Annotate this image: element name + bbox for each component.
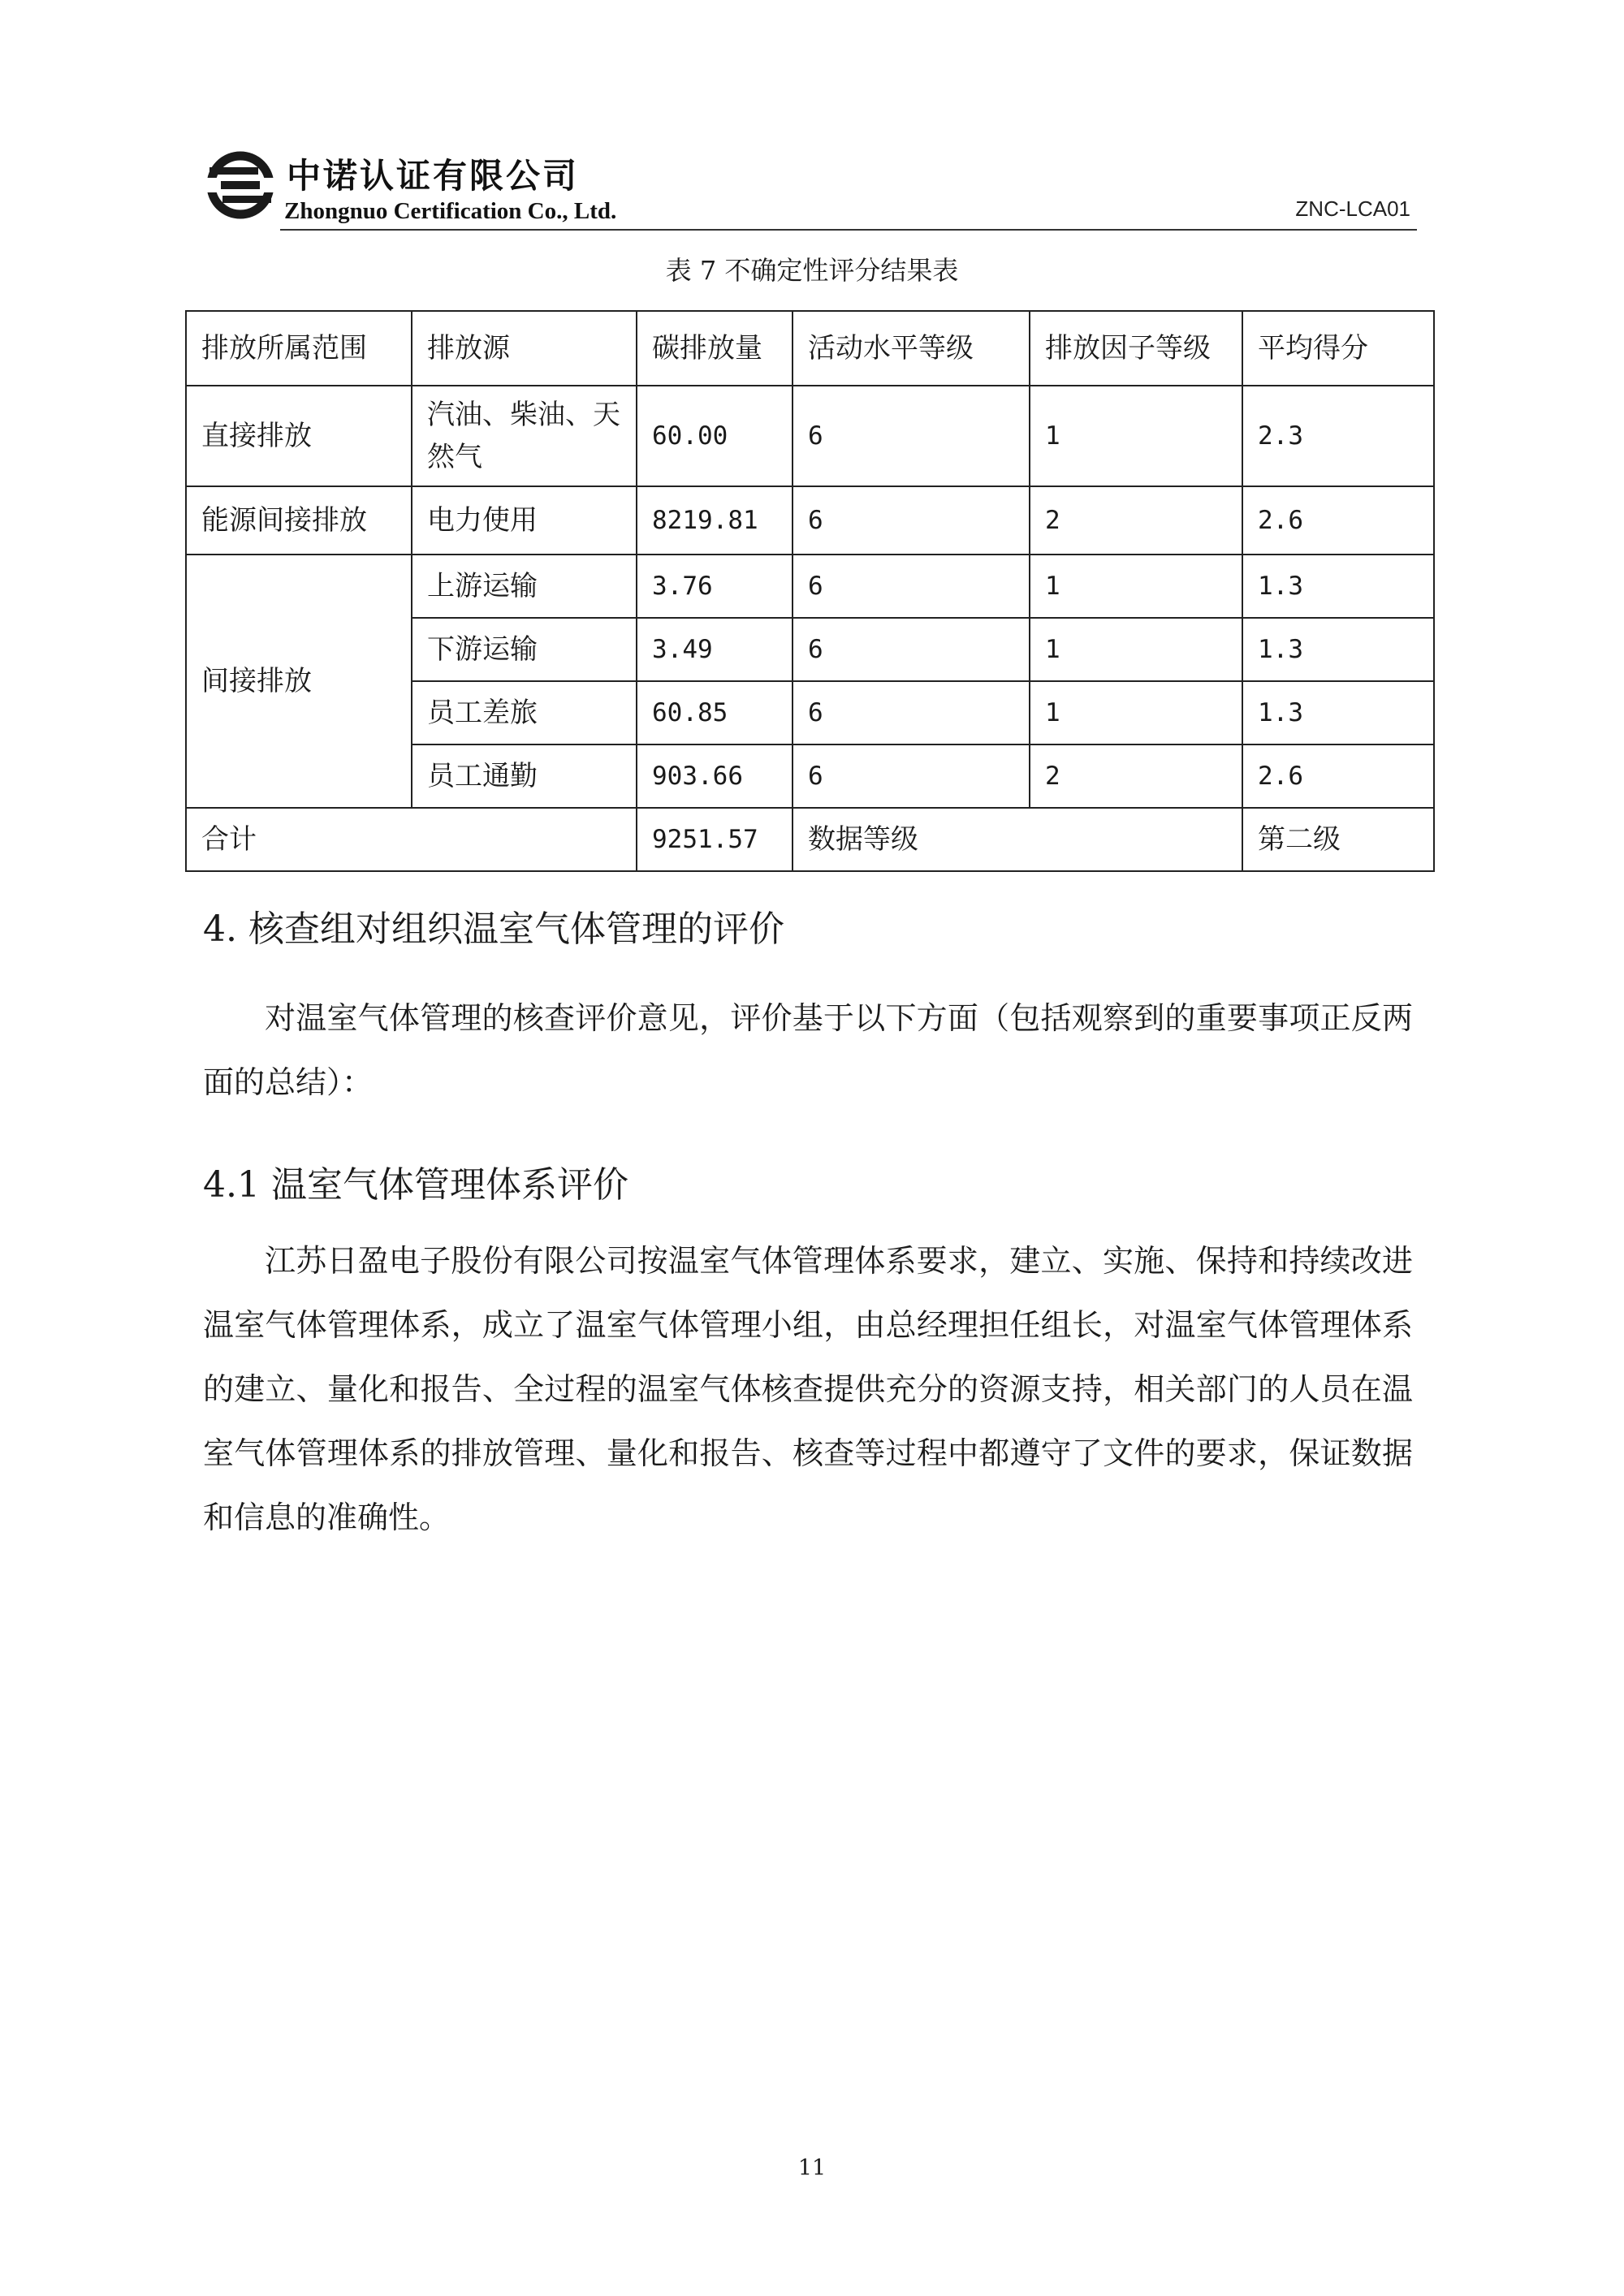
total-emission: 9251.57 — [637, 808, 793, 871]
cell-factor: 1 — [1030, 681, 1242, 744]
table-row — [186, 486, 1434, 555]
data-grade-label: 数据等级 — [793, 808, 1242, 871]
company-name-en: Zhongnuo Certification Co., Ltd. — [284, 198, 617, 224]
section-4-heading: 4. 核查组对组织温室气体管理的评价 — [203, 908, 784, 950]
col-header-activity-level: 活动水平等级 — [793, 311, 1030, 386]
cell-average: 2.6 — [1242, 486, 1434, 555]
cell-factor: 2 — [1030, 744, 1242, 808]
table-total-row — [186, 808, 1434, 871]
col-header-source: 排放源 — [412, 311, 637, 386]
cell-activity: 6 — [793, 681, 1030, 744]
header-divider — [280, 229, 1417, 231]
document-code: ZNC-LCA01 — [1295, 196, 1410, 221]
cell-source: 下游运输 — [412, 618, 637, 681]
cell-activity: 6 — [793, 618, 1030, 681]
cell-average: 1.3 — [1242, 555, 1434, 618]
page-header — [203, 146, 1417, 235]
cell-average: 2.6 — [1242, 744, 1434, 808]
table-caption: 表 7 不确定性评分结果表 — [665, 255, 959, 286]
cell-factor: 1 — [1030, 555, 1242, 618]
cell-emission: 60.00 — [637, 386, 793, 486]
cell-scope: 直接排放 — [186, 386, 412, 486]
cell-source: 员工差旅 — [412, 681, 637, 744]
col-header-factor-level: 排放因子等级 — [1030, 311, 1242, 386]
cell-activity: 6 — [793, 555, 1030, 618]
cell-factor: 1 — [1030, 386, 1242, 486]
col-header-scope: 排放所属范围 — [186, 311, 412, 386]
table-row — [186, 555, 1434, 618]
page-number: 11 — [797, 2156, 827, 2181]
cell-average: 2.3 — [1242, 386, 1434, 486]
cell-activity: 6 — [793, 486, 1030, 555]
cell-average: 1.3 — [1242, 681, 1434, 744]
cell-activity: 6 — [793, 744, 1030, 808]
cell-factor: 2 — [1030, 486, 1242, 555]
col-header-emission: 碳排放量 — [637, 311, 793, 386]
company-name-cn: 中诺认证有限公司 — [287, 156, 580, 196]
cell-source: 电力使用 — [412, 486, 637, 555]
section-4-intro: 对温室气体管理的核查评价意见，评价基于以下方面（包括观察到的重要事项正反两面的总结）： — [203, 1000, 1413, 1100]
cell-activity: 6 — [793, 386, 1030, 486]
cell-emission: 3.49 — [637, 618, 793, 681]
cell-scope: 能源间接排放 — [186, 486, 412, 555]
cell-source: 汽油、柴油、天然气 — [412, 386, 637, 486]
total-label: 合计 — [186, 808, 637, 871]
table-header-row — [186, 311, 1434, 386]
data-grade-value: 第二级 — [1242, 808, 1434, 871]
cell-source: 员工通勤 — [412, 744, 637, 808]
section-4-1-heading: 4.1 温室气体管理体系评价 — [203, 1164, 628, 1206]
section-4-1-body: 江苏日盈电子股份有限公司按温室气体管理体系要求，建立、实施、保持和持续改进温室气体管理体系，成立了温室气体管理小组，由总经理担任组长，对温室气体管理体系的建立、量化和报告、全过程的温室气体核查提供充分的资源支持，相关部门的人员在温室气体管理体系的排放管理、量化和报告、核查等过程中都遵守了文件的要求，保证数据和信息的准确性。 — [203, 1243, 1413, 1535]
cell-emission: 3.76 — [637, 555, 793, 618]
cell-scope: 间接排放 — [186, 555, 412, 808]
cell-source: 上游运输 — [412, 555, 637, 618]
company-logo-icon — [203, 148, 278, 222]
cell-emission: 903.66 — [637, 744, 793, 808]
cell-factor: 1 — [1030, 618, 1242, 681]
cell-emission: 8219.81 — [637, 486, 793, 555]
table-row — [186, 386, 1434, 486]
col-header-average-score: 平均得分 — [1242, 311, 1434, 386]
cell-average: 1.3 — [1242, 618, 1434, 681]
cell-emission: 60.85 — [637, 681, 793, 744]
uncertainty-table — [185, 310, 1435, 872]
